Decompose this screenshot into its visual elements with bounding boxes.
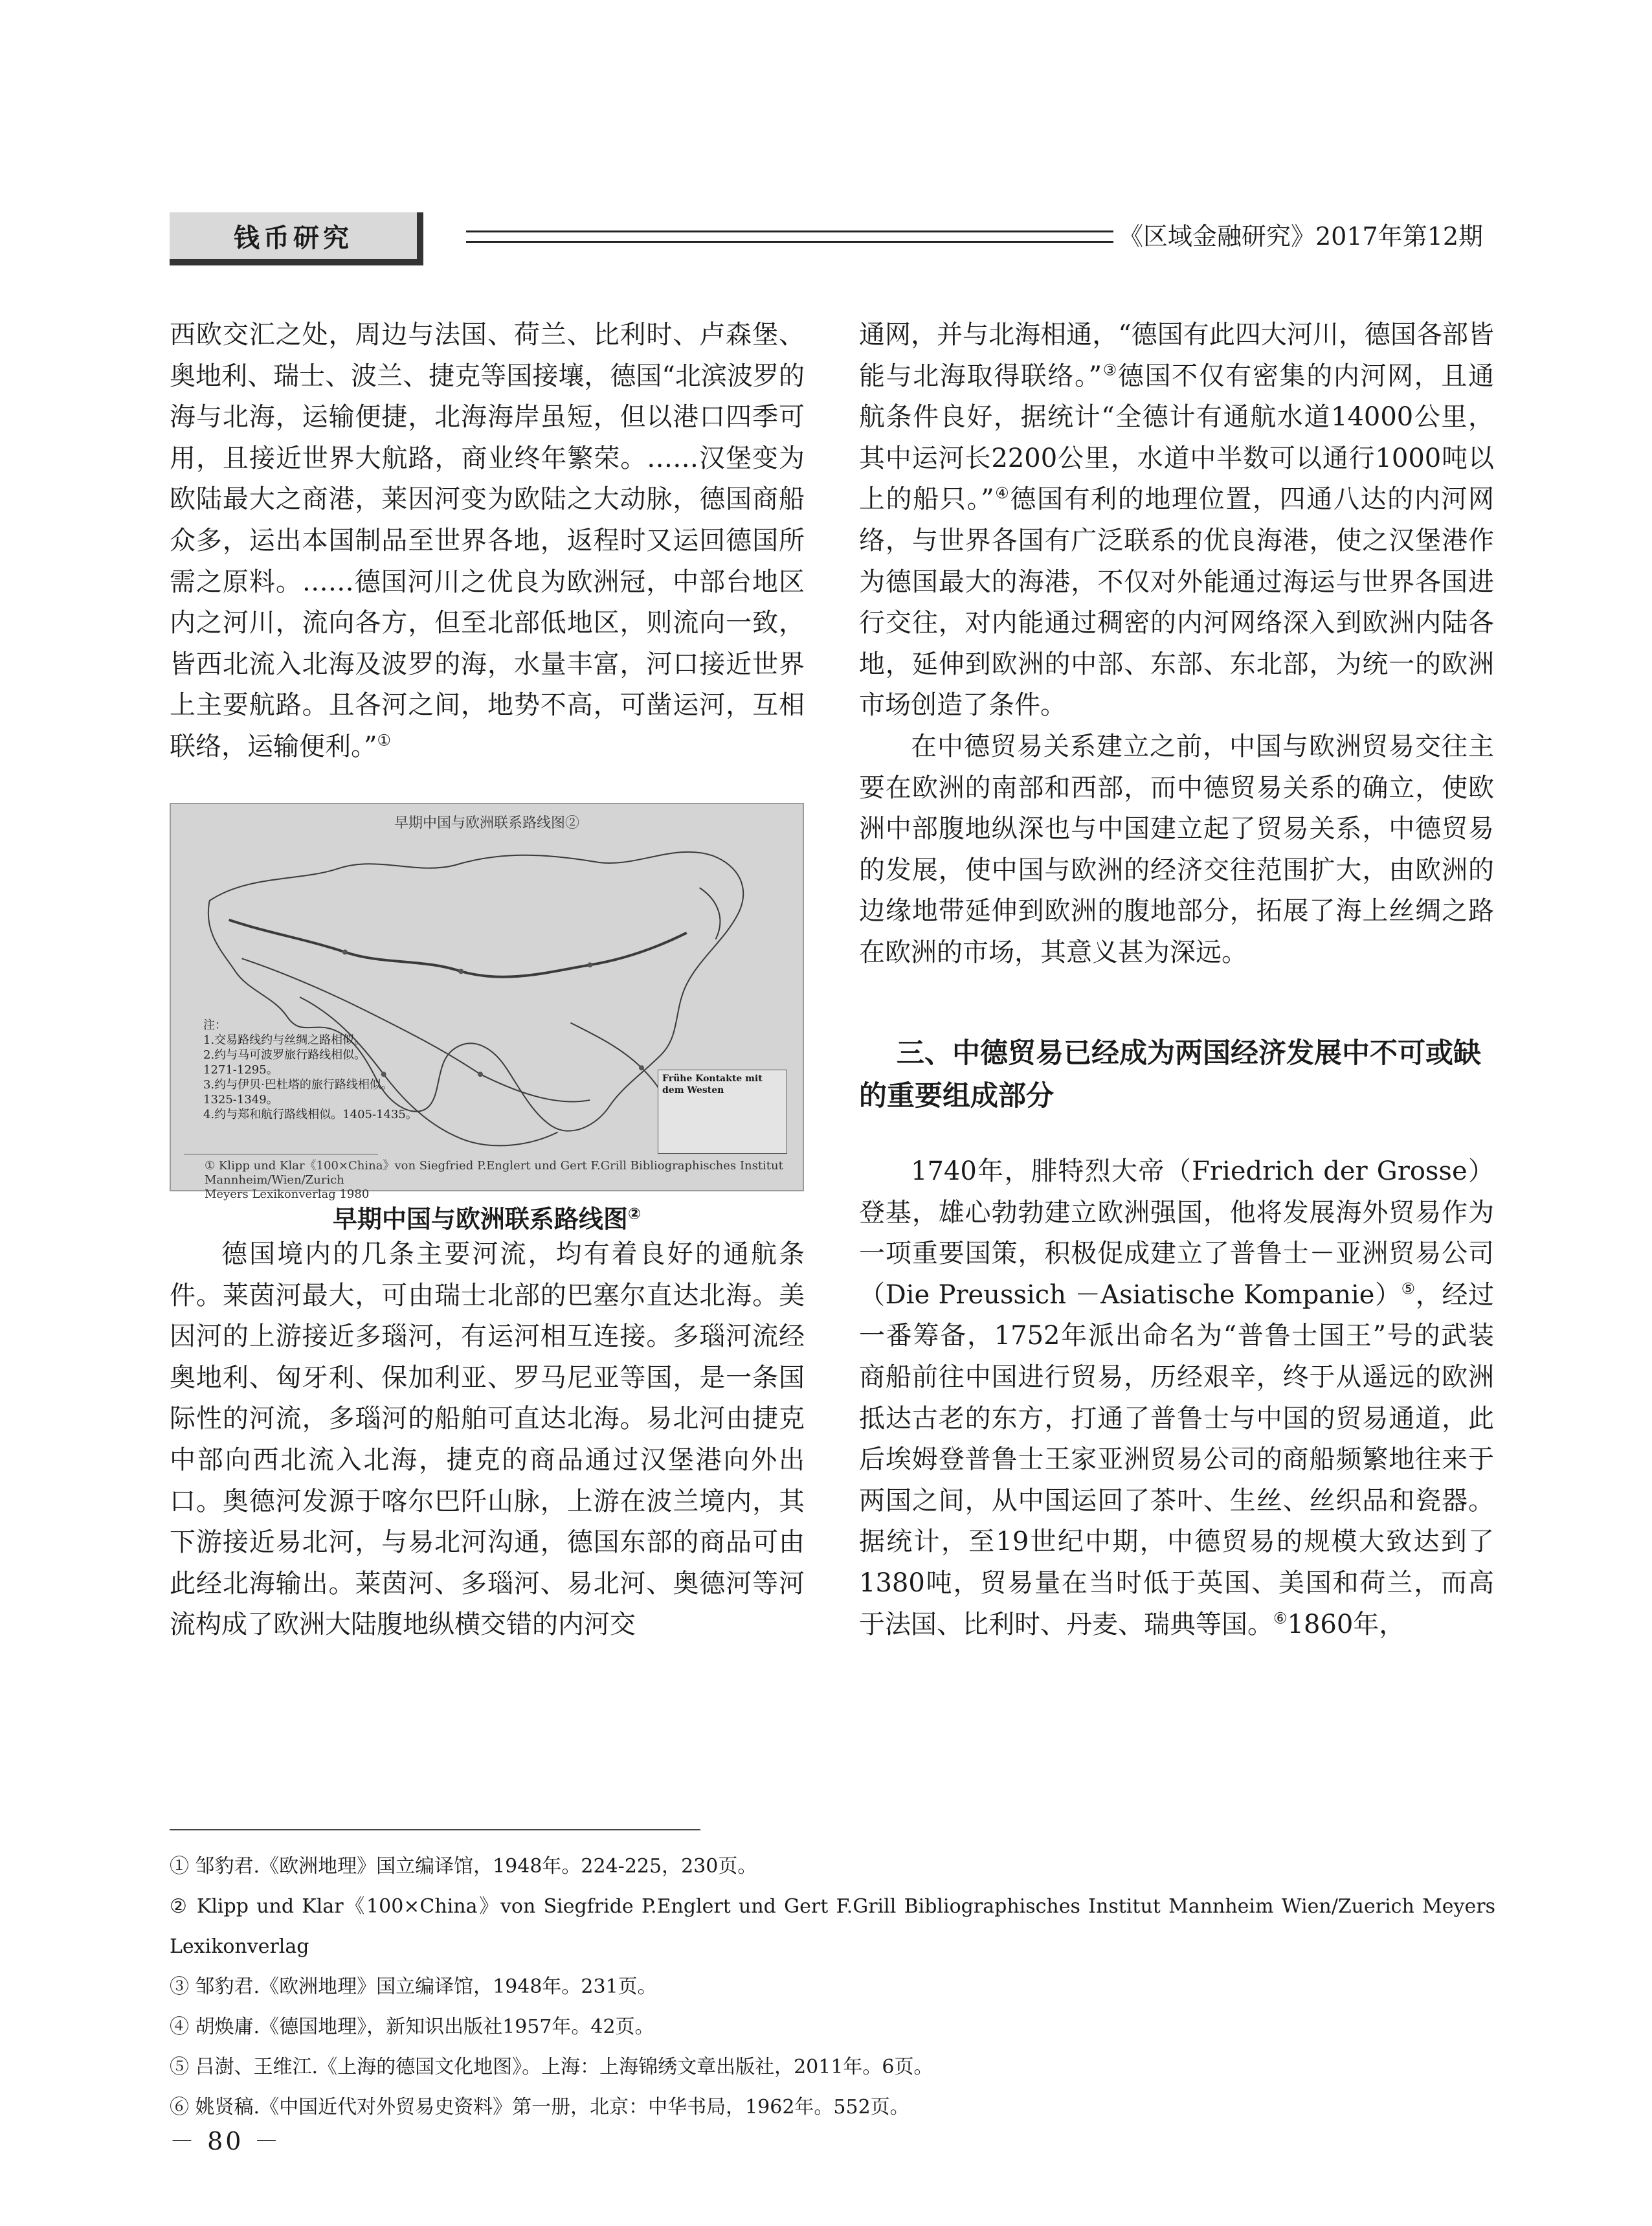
left-paragraph-1: 西欧交汇之处，周边与法国、荷兰、比利时、卢森堡、奥地利、瑞士、波兰、捷克等国接壤，德国“北滨波罗的海与北海，运输便捷，北海海岸虽短，但以港口四季可用，且接近世界大航路，商业终年繁荣。……汉堡变为欧陆最大之商港，莱因河变为欧陆之大动脉，德国商船众多，运出本国制品至世界各地，返程时又运回德国所需之原料。……德国河川之优良为欧洲冠，中部台地区内之河川，流向各方，但至北部低地区，则流向一致，皆西北流入北海及波罗的海，水量丰富，河口接近世界上主要航路。且各河之间，地势不高，可凿运河，互相联络，运输便利。”① [170,320,805,761]
footnote-2: ② Klipp und Klar《100×China》von Siegfride P.Englert und Gert F.Grill Bibliographisches Institut Mannheim Wien/Zuerich Meyers Lexikonverlag [170,1895,1495,1958]
footnote-3: ③ 邹豹君.《欧洲地理》国立编译馆，1948年。231页。 [170,1975,657,1998]
figure-inner-title: 早期中国与欧洲联系路线图② [394,815,579,831]
route-map-figure [170,803,804,1201]
header-rule-bottom [466,241,1113,243]
left-paragraph-2: 德国境内的几条主要河流，均有着良好的通航条件。莱茵河最大，可由瑞士北部的巴塞尔直达北海。美因河的上游接近多瑙河，有运河相互连接。多瑙河流经奥地利、匈牙利、保加利亚、罗马尼亚等国，是一条国际性的河流，多瑙河的船舶可直达北海。易北河由捷克中部向西北流入北海，捷克的商品通过汉堡港向外出口。奥德河发源于喀尔巴阡山脉，上游在波兰境内，其下游接近易北河，与易北河沟通，德国东部的商品可由此经北海输出。莱茵河、多瑙河、易北河、奥德河等河流构成了欧洲大陆腹地纵横交错的内河交 [170,1239,805,1640]
footnote-ref[interactable]: ④ [994,484,1010,503]
footnotes [170,1847,1495,2128]
right-paragraph-1: 通网，并与北海相通，“德国有此四大河川，德国各部皆能与北海取得联络。”③德国不仅有密集的内河网，且通航条件良好，据统计“全德计有通航水道14000公里，其中运河长2200公里，水道中半数可以通行1000吨以上的船只。”④德国有利的地理位置，四通八达的内河网络，与世界各国有广泛联系的优良海港，使之汉堡港作为德国最大的海港，不仅对外能通过海运与世界各国进行交往，对内能通过稠密的内河网络深入到欧洲内陆各地，延伸到欧洲的中部、东部、东北部，为统一的欧洲市场创造了条件。 [859,320,1495,721]
footnote-5: ⑤ 吕澍、王维江.《上海的德国文化地图》。上海：上海锦绣文章出版社，2011年。6页。 [170,2056,933,2078]
figure-inset-legend: Frühe Kontakte mit dem Westen [658,1070,787,1154]
right-column-lower [859,1151,1494,1645]
figure-legend: 注： 1.交易路线约与丝绸之路相似。 2.约与马可波罗旅行路线相似。 1271-1295。 3.约与伊贝·巴杜塔的旅行路线相似。 1325-1349。 4.约与郑和航行路线相似。1405-1435。 [203,1018,418,1121]
footnote-ref[interactable]: ② [627,1204,642,1223]
section-label: 钱币研究 [170,212,423,265]
figure-credit: ① Klipp und Klar《100×China》von Siegfried P.Englert und Gert F.Grill Bibliographisches Institut Mannheim/Wien/Zurich Meyers Lexikonverlag 1980 [205,1159,783,1201]
footnote-rule [170,1829,700,1830]
header-rule-top [466,230,1113,232]
footnote-ref[interactable]: ⑥ [1273,1609,1288,1628]
footnote-ref[interactable]: ⑤ [1401,1279,1416,1298]
journal-title: 《区域金融研究》2017年第12期 [1119,222,1484,251]
right-paragraph-2: 在中德贸易关系建立之前，中国与欧洲贸易交往主要在欧洲的南部和西部，而中德贸易关系的确立，使欧洲中部腹地纵深也与中国建立起了贸易关系，中德贸易的发展，使中国与欧洲的经济交往范围扩大，由欧洲的边缘地带延伸到欧洲的腹地部分，拓展了海上丝绸之路在欧洲的市场，其意义甚为深远。 [859,731,1494,967]
figure-caption: 早期中国与欧洲联系路线图② [332,1204,642,1233]
section-heading: 三、中德贸易已经成为两国经济发展中不可或缺的重要组成部分 [859,1037,1481,1112]
page-number: － 80 － [170,2127,282,2155]
right-column [859,315,1494,974]
footnote-1: ① 邹豹君.《欧洲地理》国立编译馆，1948年。224-225，230页。 [170,1855,757,1878]
right-paragraph-3: 1740年，腓特烈大帝（Friedrich der Grosse）登基，雄心勃勃建立欧洲强国，他将发展海外贸易作为一项重要国策，积极促成建立了普鲁士－亚洲贸易公司（Die Preussich －Asiatische Kompanie）⑤，经过一番筹备，1752年派出命名为“普鲁士国王”号的武装商船前往中国进行贸易，历经艰辛，终于从遥远的欧洲抵达古老的东方，打通了普鲁士与中国的贸易通道，此后埃姆登普鲁士王家亚洲贸易公司的商船频繁地往来于两国之间，从中国运回了茶叶、生丝、丝织品和瓷器。据统计，至19世纪中期，中德贸易的规模大致达到了1380吨，贸易量在当时低于英国、美国和荷兰，而高于法国、比利时、丹麦、瑞典等国。⑥1860年， [859,1156,1495,1639]
left-column [170,315,805,768]
left-column-lower [170,1234,805,1646]
footnote-6: ⑥ 姚贤稿.《中国近代对外贸易史资料》第一册，北京：中华书局，1962年。552页。 [170,2096,910,2119]
footnote-ref[interactable]: ① [377,731,391,750]
footnote-ref[interactable]: ③ [1102,361,1118,379]
footnote-4: ④ 胡焕庸.《德国地理》，新知识出版社1957年。42页。 [170,2016,654,2038]
